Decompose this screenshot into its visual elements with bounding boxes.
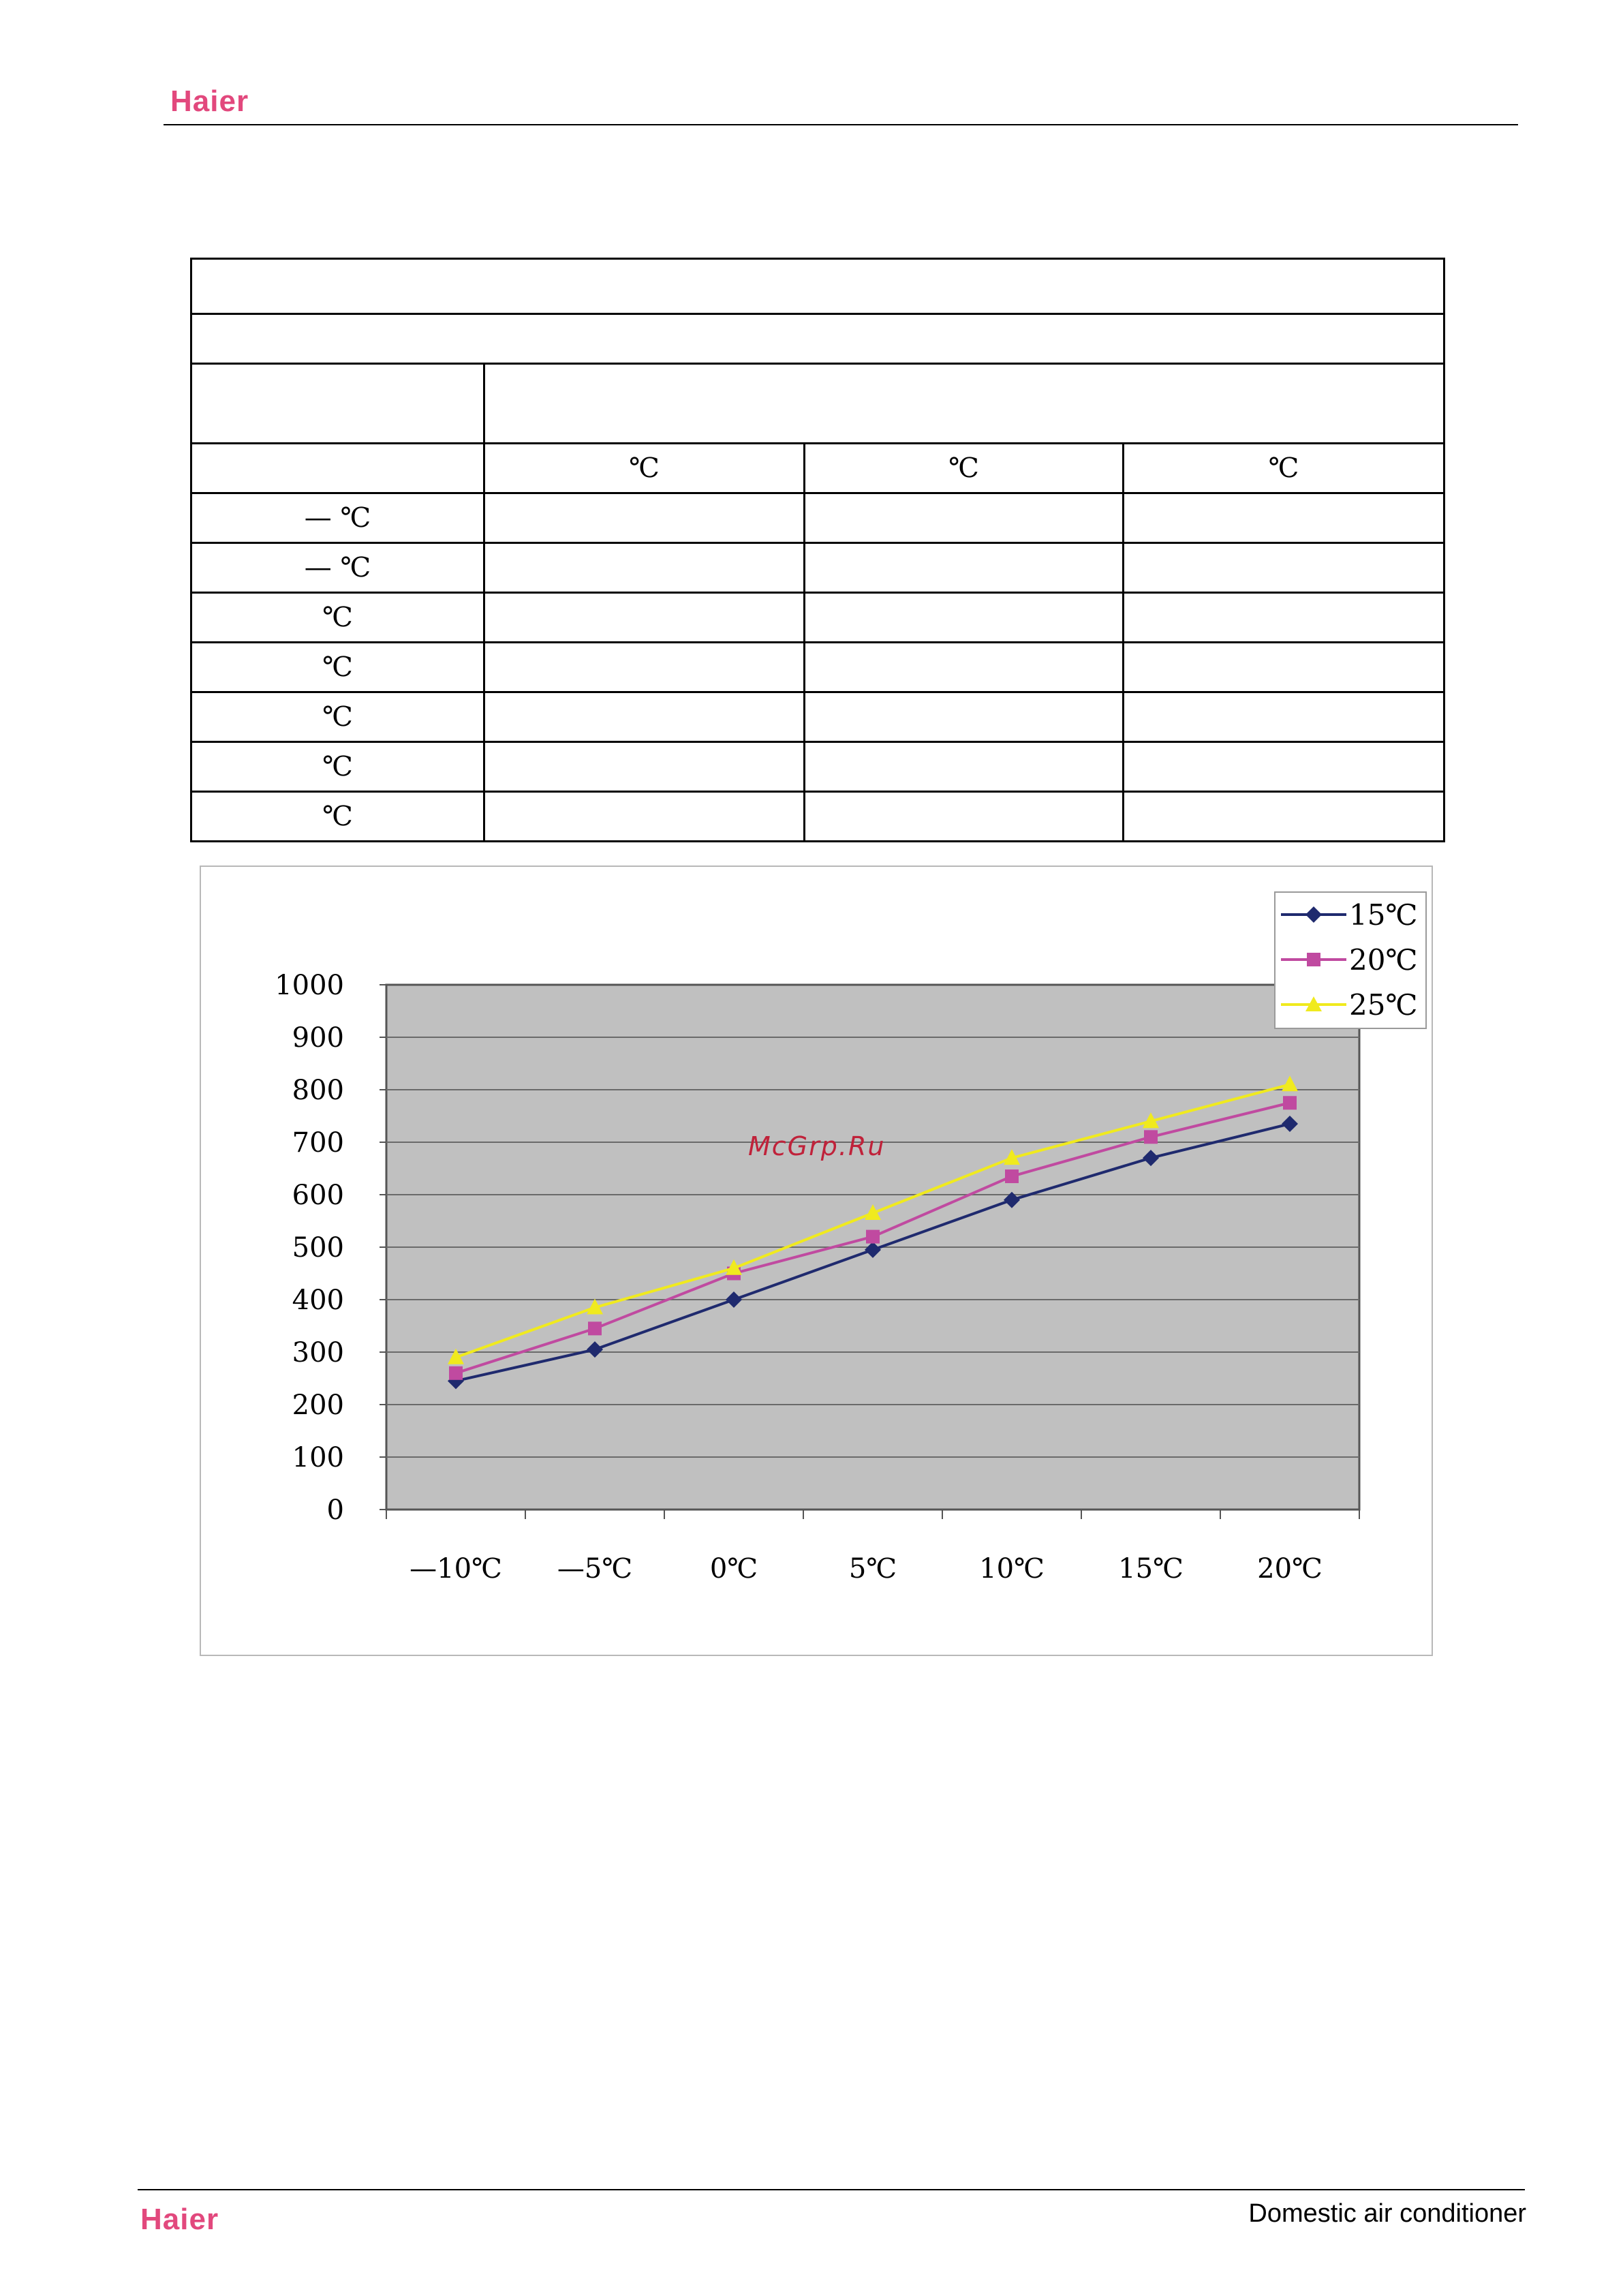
table-cell <box>484 792 805 842</box>
table-cell <box>484 493 805 543</box>
table-cell <box>1124 643 1444 692</box>
x-tick-label: —10℃ <box>409 1553 502 1585</box>
legend-item <box>1276 893 1425 938</box>
row-label: — ℃ <box>191 543 484 593</box>
header-rule <box>164 124 1518 125</box>
chart-canvas <box>201 867 1432 1655</box>
legend-marker-diamond-icon <box>1281 901 1346 928</box>
chart-legend <box>1274 891 1427 1029</box>
row-label: ℃ <box>191 742 484 792</box>
table-cell <box>805 692 1124 742</box>
x-tick-label: 15℃ <box>1118 1553 1184 1585</box>
table-header-cell <box>191 364 484 444</box>
y-tick-label: 400 <box>292 1285 344 1316</box>
y-tick-label: 700 <box>292 1127 344 1159</box>
table-subtitle-row <box>191 314 1444 364</box>
y-tick-label: 1000 <box>275 970 344 1001</box>
data-point <box>866 1230 880 1244</box>
y-tick-label: 600 <box>292 1180 344 1211</box>
footer-rule <box>138 2189 1525 2190</box>
table-cell <box>805 643 1124 692</box>
row-label: ℃ <box>191 692 484 742</box>
legend-marker-square-icon <box>1281 946 1346 973</box>
y-tick-label: 0 <box>326 1495 344 1526</box>
table-cell <box>484 692 805 742</box>
column-header: ℃ <box>1124 444 1444 493</box>
haier-logo: Haier <box>170 85 249 118</box>
data-point <box>449 1366 463 1380</box>
row-label: ℃ <box>191 593 484 643</box>
x-tick-label: —5℃ <box>557 1553 633 1585</box>
table-cell <box>1124 493 1444 543</box>
table-cell <box>805 493 1124 543</box>
legend-label: 20℃ <box>1349 943 1418 977</box>
y-tick-label: 800 <box>292 1075 344 1106</box>
data-point <box>588 1321 602 1335</box>
table-cell <box>484 593 805 643</box>
row-label: ℃ <box>191 643 484 692</box>
row-label: ℃ <box>191 792 484 842</box>
y-tick-label: 900 <box>292 1022 344 1054</box>
x-tick-label: 5℃ <box>848 1553 897 1585</box>
table-cell <box>1124 692 1444 742</box>
table-cell <box>805 543 1124 593</box>
table-cell <box>1124 792 1444 842</box>
legend-label: 25℃ <box>1349 988 1418 1022</box>
data-point <box>1144 1130 1158 1144</box>
table-cell <box>805 742 1124 792</box>
data-point <box>1283 1096 1297 1109</box>
table-cell <box>1124 593 1444 643</box>
footer-text: Domestic air conditioner <box>1248 2199 1526 2228</box>
y-tick-label: 300 <box>292 1337 344 1368</box>
row-label: — ℃ <box>191 493 484 543</box>
table-cell <box>191 444 484 493</box>
table-cell <box>1124 742 1444 792</box>
data-point <box>1005 1169 1019 1183</box>
legend-item <box>1276 983 1425 1028</box>
y-tick-label: 200 <box>292 1390 344 1421</box>
table-cell <box>805 792 1124 842</box>
table-cell <box>805 593 1124 643</box>
legend-item <box>1276 938 1425 983</box>
legend-label: 15℃ <box>1349 898 1418 932</box>
spec-table <box>190 258 1445 842</box>
legend-marker-triangle-icon <box>1281 991 1346 1018</box>
column-header: ℃ <box>484 444 805 493</box>
table-cell <box>484 742 805 792</box>
y-tick-label: 500 <box>292 1232 344 1264</box>
line-chart <box>200 866 1433 1656</box>
table-header-cell <box>484 364 1444 444</box>
table-cell <box>1124 543 1444 593</box>
table-title-row <box>191 259 1444 314</box>
table-cell <box>484 643 805 692</box>
haier-logo: Haier <box>140 2203 219 2236</box>
x-tick-label: 0℃ <box>709 1553 758 1585</box>
y-tick-label: 100 <box>292 1442 344 1473</box>
watermark: McGrp.Ru <box>748 1131 886 1161</box>
x-tick-label: 20℃ <box>1257 1553 1323 1585</box>
column-header: ℃ <box>805 444 1124 493</box>
x-tick-label: 10℃ <box>979 1553 1045 1585</box>
table-cell <box>484 543 805 593</box>
